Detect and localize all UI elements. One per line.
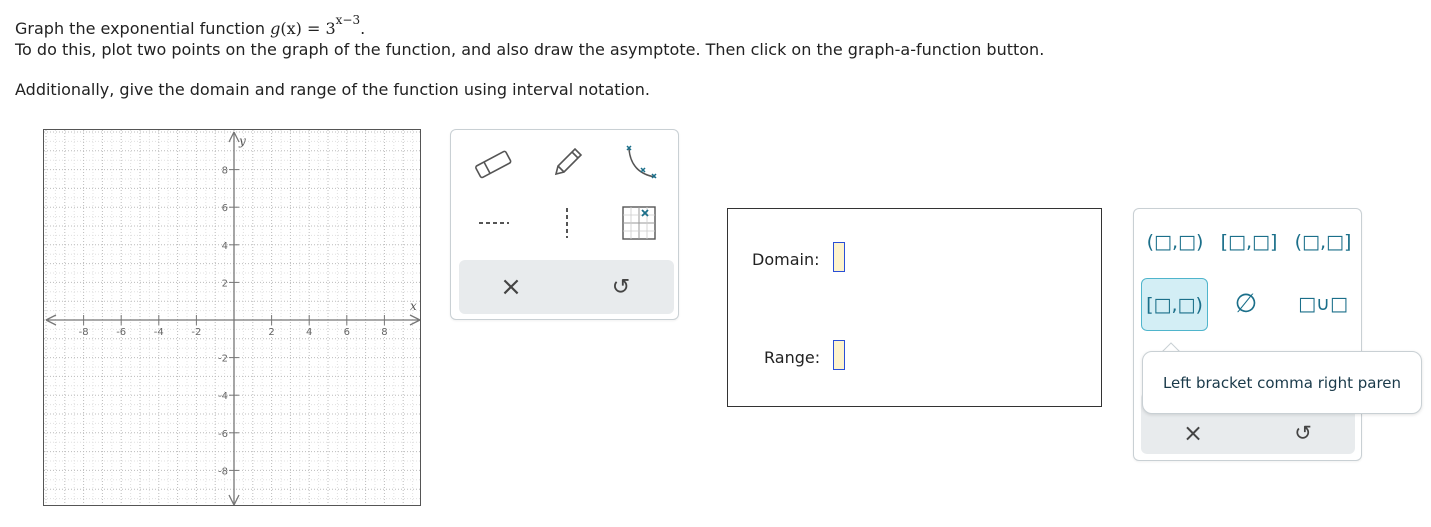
- x-tick-label: -2: [191, 327, 202, 338]
- x-tick-label: -6: [116, 327, 127, 338]
- graph-tools-panel: [450, 129, 679, 320]
- open-open-interval-label: (□,□): [1146, 231, 1204, 253]
- close-icon: ×: [500, 272, 522, 302]
- closed-open-interval-button[interactable]: [1141, 278, 1208, 331]
- question-line-1: [15, 13, 365, 38]
- question-line-2: To do this, plot two points on the graph of the function, and also draw the asymptote. Then click on the graph-a-function button.: [15, 40, 1045, 59]
- y-tick-label: -6: [218, 428, 228, 440]
- function-expression: [270, 13, 361, 38]
- closed-open-interval-label: [□,□): [1146, 293, 1203, 316]
- undo-icon: ↺: [1294, 421, 1312, 445]
- graph-canvas[interactable]: [44, 130, 421, 506]
- x-tick-label: 8: [381, 327, 388, 338]
- function-argument: (x): [280, 19, 302, 38]
- open-open-interval-button[interactable]: [1145, 222, 1205, 262]
- interval-palette: [1133, 208, 1362, 461]
- palette-clear-button[interactable]: [1175, 418, 1211, 448]
- domain-input[interactable]: [833, 242, 845, 272]
- y-tick-label: 4: [221, 240, 228, 252]
- open-closed-interval-button[interactable]: [1293, 222, 1353, 262]
- domain-label: Domain:: [752, 250, 820, 269]
- x-tick-label: 2: [268, 327, 275, 338]
- pencil-icon[interactable]: [543, 142, 591, 184]
- close-icon: ×: [1182, 419, 1204, 447]
- horizontal-asymptote-icon[interactable]: [471, 206, 517, 240]
- vertical-asymptote-icon[interactable]: [545, 204, 589, 242]
- tooltip: Left bracket comma right paren: [1142, 351, 1422, 414]
- y-tick-label: -2: [218, 353, 228, 365]
- y-tick-label: -8: [218, 466, 228, 478]
- graph-function-icon[interactable]: [615, 202, 663, 244]
- eraser-icon[interactable]: [469, 144, 517, 184]
- y-axis-label: y: [239, 134, 246, 148]
- range-input[interactable]: [833, 340, 845, 370]
- empty-set-button[interactable]: [1226, 284, 1266, 324]
- x-tick-label: 4: [306, 327, 313, 338]
- x-tick-label: -4: [153, 327, 164, 338]
- graph-clear-button[interactable]: [493, 270, 529, 304]
- function-base: = 3: [301, 19, 336, 38]
- question-period: .: [360, 19, 366, 38]
- y-tick-label: 8: [221, 165, 228, 177]
- function-name: g: [270, 19, 281, 38]
- answer-box: [727, 208, 1102, 407]
- y-tick-label: 6: [221, 203, 228, 215]
- union-label: □∪□: [1298, 293, 1348, 315]
- x-tick-label: -8: [78, 327, 89, 338]
- range-label: Range:: [764, 348, 821, 367]
- graph-actions-bar: [459, 260, 674, 314]
- x-axis-label: x: [410, 299, 417, 313]
- empty-set-icon: ∅: [1234, 289, 1258, 319]
- coordinate-graph[interactable]: [43, 129, 421, 506]
- union-button[interactable]: [1293, 284, 1353, 324]
- closed-closed-interval-button[interactable]: [1219, 222, 1279, 262]
- y-tick-label: 2: [221, 278, 228, 290]
- graph-undo-button[interactable]: [603, 270, 639, 304]
- exponential-curve-icon[interactable]: [615, 142, 663, 184]
- y-tick-label: -4: [218, 391, 228, 403]
- closed-closed-interval-label: [□,□]: [1220, 231, 1278, 253]
- undo-icon: ↺: [611, 274, 631, 300]
- question-prefix: Graph the exponential function: [15, 19, 271, 38]
- function-exponent: x−3: [335, 13, 361, 27]
- open-closed-interval-label: (□,□]: [1294, 231, 1352, 253]
- palette-undo-button[interactable]: [1285, 418, 1321, 448]
- question-line-3: Additionally, give the domain and range of the function using interval notation.: [15, 80, 650, 99]
- x-tick-label: 6: [343, 327, 350, 338]
